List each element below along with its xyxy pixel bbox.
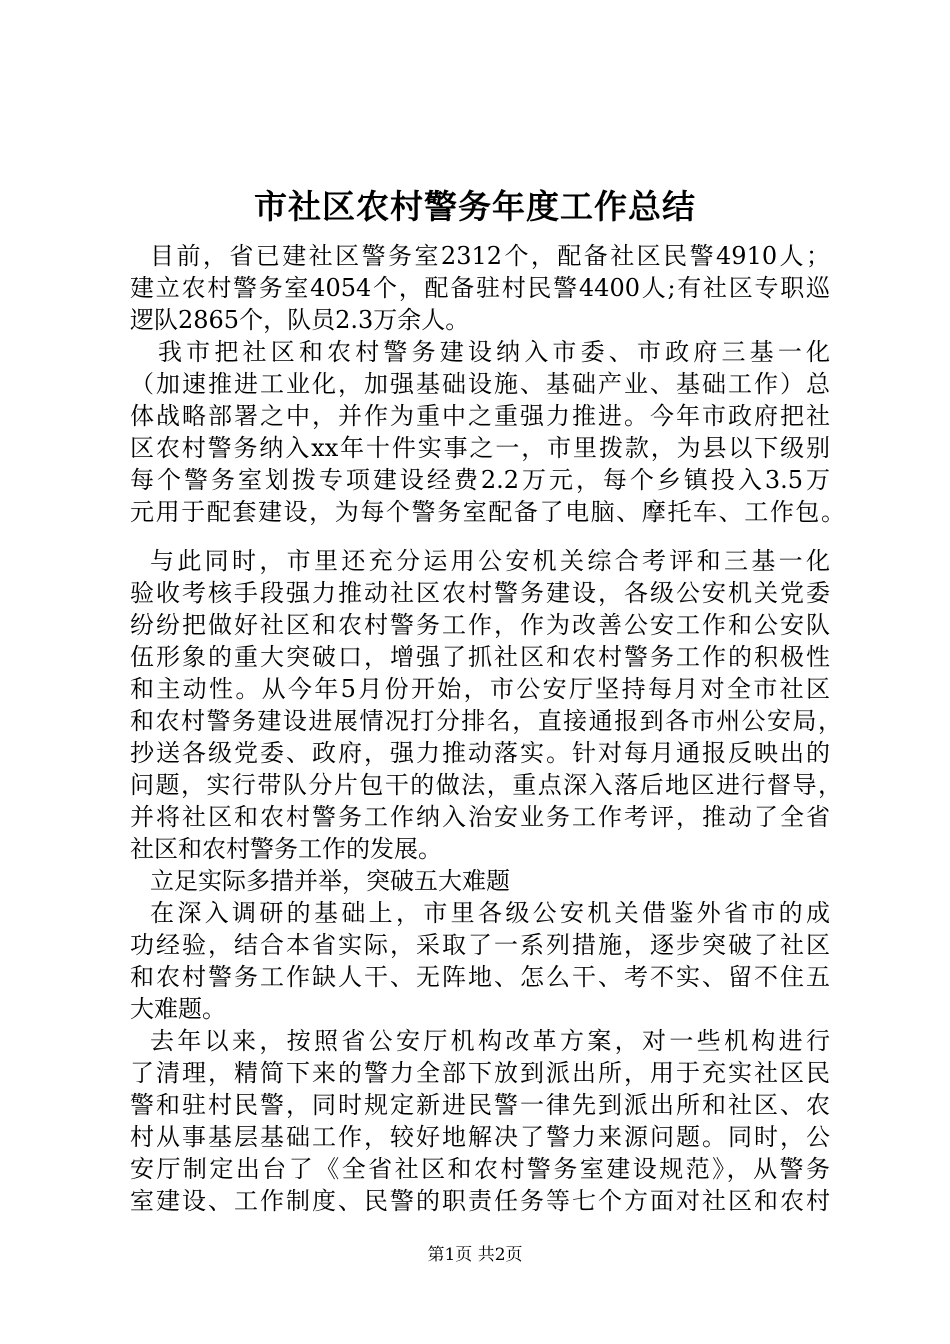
section-heading: 立足实际多措并举，突破五大难题 bbox=[150, 867, 510, 895]
body-line: 抄送各级党委、政府，强力推动落实。针对每月通报反映出的 bbox=[130, 739, 830, 767]
body-line: 我市把社区和农村警务建设纳入市委、市政府三基一化 bbox=[158, 338, 830, 366]
body-line: 区农村警务纳入xx年十件实事之一，市里拨款，为县以下级别 bbox=[130, 434, 830, 462]
body-line: 建立农村警务室4054个，配备驻村民警4400人;有社区专职巡 bbox=[130, 274, 830, 302]
body-line: 和农村警务工作缺人干、无阵地、怎么干、考不实、留不住五 bbox=[130, 963, 830, 991]
body-line: 并将社区和农村警务工作纳入治安业务工作考评，推动了全省 bbox=[130, 803, 830, 831]
body-line: 逻队2865个，队员2.3万余人。 bbox=[130, 306, 470, 334]
body-line: 在深入调研的基础上，市里各级公安机关借鉴外省市的成 bbox=[150, 899, 830, 927]
body-line: 安厅制定出台了《全省社区和农村警务室建设规范》，从警务 bbox=[130, 1155, 830, 1183]
body-line: 和农村警务建设进展情况打分排名，直接通报到各市州公安局， bbox=[130, 707, 842, 735]
body-line: 大难题。 bbox=[130, 995, 226, 1023]
body-line: 验收考核手段强力推动社区农村警务建设，各级公安机关党委 bbox=[130, 579, 830, 607]
body-line: 与此同时，市里还充分运用公安机关综合考评和三基一化 bbox=[150, 547, 830, 575]
document-title: 市社区农村警务年度工作总结 bbox=[254, 187, 696, 226]
body-line: （加速推进工业化，加强基础设施、基础产业、基础工作）总 bbox=[130, 370, 830, 398]
body-line: 村从事基层基础工作，较好地解决了警力来源问题。同时，公 bbox=[130, 1123, 830, 1151]
body-line: 伍形象的重大突破口，增强了抓社区和农村警务工作的积极性 bbox=[130, 643, 830, 671]
body-line: 目前，省已建社区警务室2312个，配备社区民警4910人； bbox=[150, 242, 830, 270]
body-line: 体战略部署之中，并作为重中之重强力推进。今年市政府把社 bbox=[130, 402, 830, 430]
body-line: 警和驻村民警，同时规定新进民警一律先到派出所和社区、农 bbox=[130, 1091, 830, 1119]
body-line: 纷纷把做好社区和农村警务工作，作为改善公安工作和公安队 bbox=[130, 611, 830, 639]
body-line: 室建设、工作制度、民警的职责任务等七个方面对社区和农村 bbox=[130, 1187, 830, 1215]
page-number-footer: 第1页 共2页 bbox=[427, 1245, 523, 1265]
body-line: 问题，实行带队分片包干的做法，重点深入落后地区进行督导， bbox=[130, 771, 842, 799]
body-line: 元用于配套建设，为每个警务室配备了电脑、摩托车、工作包。 bbox=[130, 498, 845, 526]
body-line: 社区和农村警务工作的发展。 bbox=[130, 835, 442, 863]
body-line: 了清理，精简下来的警力全部下放到派出所，用于充实社区民 bbox=[130, 1059, 830, 1087]
body-line: 每个警务室划拨专项建设经费2.2万元，每个乡镇投入3.5万 bbox=[130, 466, 830, 494]
body-line: 去年以来，按照省公安厅机构改革方案，对一些机构进行 bbox=[150, 1027, 830, 1055]
body-line: 功经验，结合本省实际，采取了一系列措施，逐步突破了社区 bbox=[130, 931, 830, 959]
body-line: 和主动性。从今年5月份开始，市公安厅坚持每月对全市社区 bbox=[130, 675, 830, 703]
